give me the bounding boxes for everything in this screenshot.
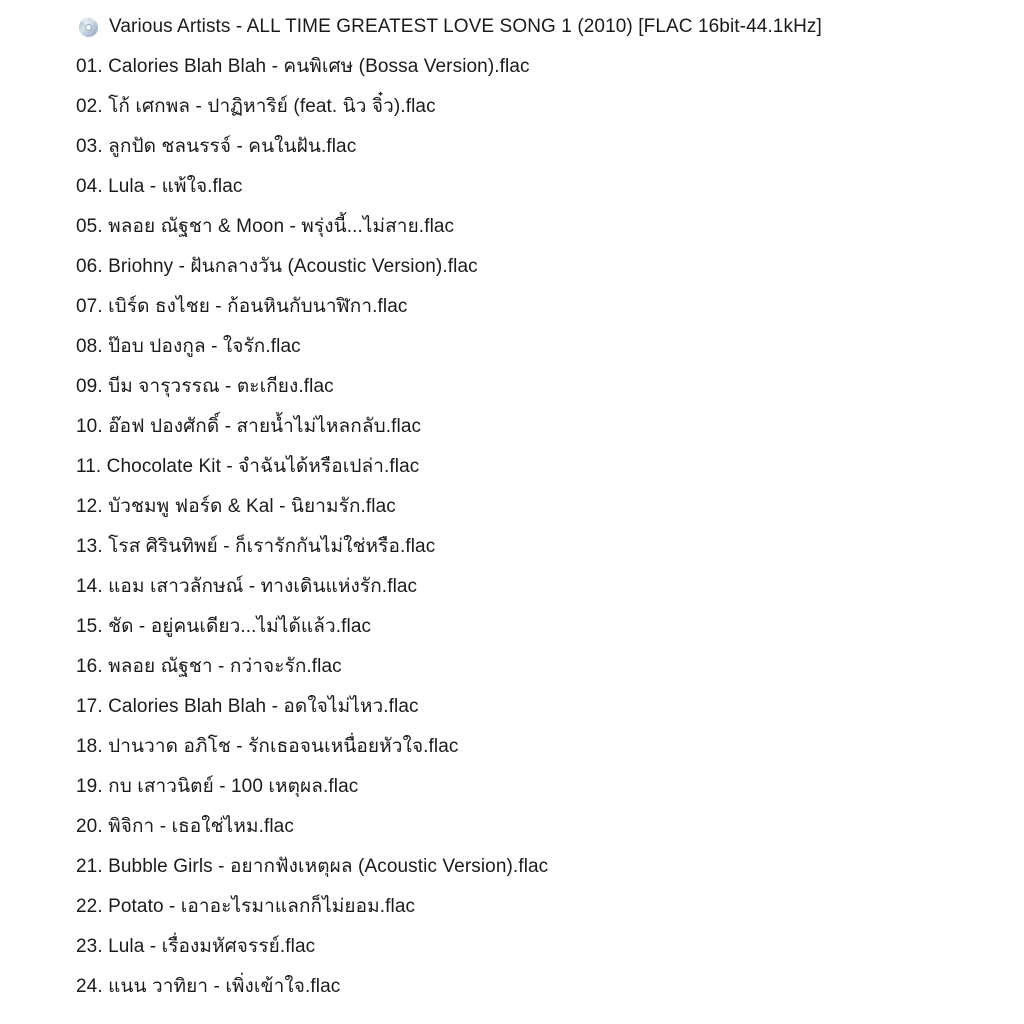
track-item: 21. Bubble Girls - อยากฟังเหตุผล (Acoustic Version).flac [76, 856, 549, 877]
track-item: 19. กบ เสาวนิตย์ - 100 เหตุผล.flac [76, 776, 359, 797]
track-item: 22. Potato - เอาอะไรมาแลกก็ไม่ยอม.flac [76, 896, 416, 917]
track-item: 08. ป๊อบ ปองกูล - ใจรัก.flac [76, 336, 301, 357]
cd-icon [78, 17, 99, 38]
track-item: 04. Lula - แพ้ใจ.flac [76, 176, 243, 197]
track-item: 17. Calories Blah Blah - อดใจไม่ไหว.flac [76, 696, 419, 717]
track-item: 03. ลูกปัด ชลนรรจ์ - คนในฝัน.flac [76, 136, 357, 157]
track-item: 06. Briohny - ฝันกลางวัน (Acoustic Version).flac [76, 256, 478, 277]
track-item: 20. พิจิกา - เธอใช่ไหม.flac [76, 816, 294, 837]
track-item: 24. แนน วาทิยา - เพิ่งเข้าใจ.flac [76, 976, 341, 997]
track-item: 02. โก้ เศกพล - ปาฏิหาริย์ (feat. นิว จิ๋ว).flac [76, 96, 436, 117]
track-item: 14. แอม เสาวลักษณ์ - ทางเดินแห่งรัก.flac [76, 576, 418, 597]
track-item: 10. อ๊อฟ ปองศักดิ์ - สายน้ำไม่ไหลกลับ.flac [76, 416, 422, 437]
track-item: 05. พลอย ณัฐชา & Moon - พรุ่งนี้...ไม่สาย.flac [76, 216, 455, 237]
track-item: 15. ชัด - อยู่คนเดียว...ไม่ได้แล้ว.flac [76, 616, 372, 637]
track-item: 16. พลอย ณัฐชา - กว่าจะรัก.flac [76, 656, 342, 677]
track-item: 09. บีม จารุวรรณ - ตะเกียง.flac [76, 376, 334, 397]
track-item: 11. Chocolate Kit - จำฉันได้หรือเปล่า.flac [76, 456, 420, 477]
track-item: 13. โรส ศิรินทิพย์ - ก็เรารักกันไม่ใช่หรือ.flac [76, 536, 436, 557]
track-item: 18. ปานวาด อภิโช - รักเธอจนเหนื่อยหัวใจ.flac [76, 736, 459, 757]
album-header [78, 7, 1004, 47]
track-item: 01. Calories Blah Blah - คนพิเศษ (Bossa Version).flac [76, 56, 530, 77]
track-item: 07. เบิร์ด ธงไชย - ก้อนหินกับนาฬิกา.flac [76, 296, 408, 317]
track-item: 23. Lula - เรื่องมหัศจรรย์.flac [76, 936, 316, 957]
track-item: 12. บัวชมพู ฟอร์ด & Kal - นิยามรัก.flac [76, 496, 396, 517]
album-title: Various Artists - ALL TIME GREATEST LOVE SONG 1 (2010) [FLAC 16bit-44.1kHz] [109, 16, 822, 37]
track-list [76, 47, 1004, 1007]
